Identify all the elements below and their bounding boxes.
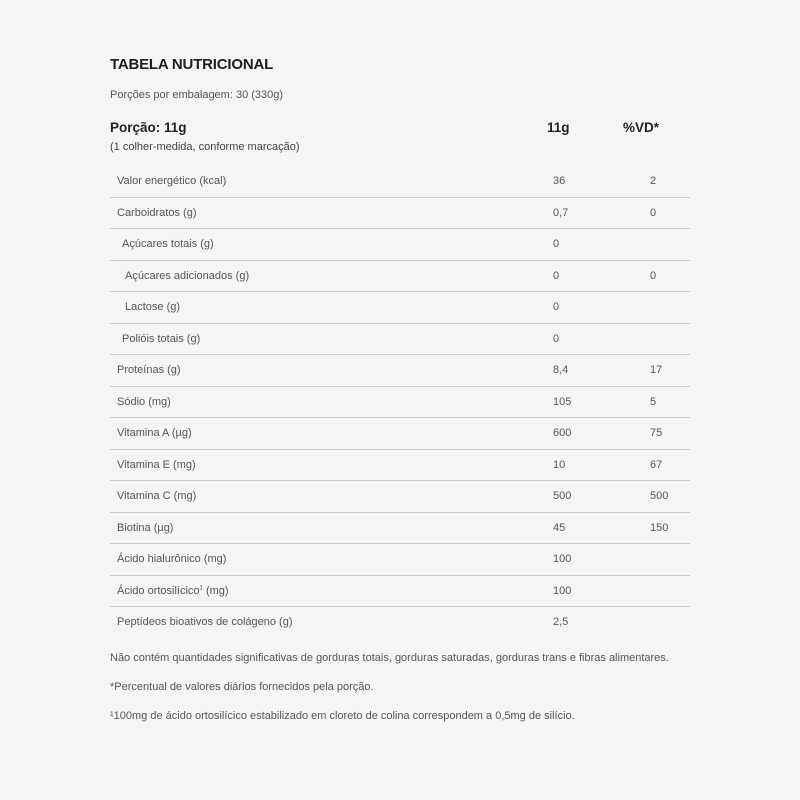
nutrient-daily-value: 500 xyxy=(650,490,669,502)
nutrient-daily-value: 0 xyxy=(650,206,657,219)
nutrient-amount: 100 xyxy=(553,553,572,565)
table-row xyxy=(110,166,690,198)
nutrient-amount: 105 xyxy=(553,395,572,408)
footnote-orthosilicic-acid: ¹100mg de ácido ortosilícico estabilizado em cloreto de colina correspondem a 0,5mg de silício. xyxy=(110,709,575,722)
nutrient-amount: 36 xyxy=(553,175,566,187)
nutrient-amount: 10 xyxy=(553,458,566,471)
nutrient-name: Valor energético (kcal) xyxy=(117,175,227,187)
nutrient-amount: 0 xyxy=(553,301,560,313)
table-row xyxy=(110,418,690,450)
table-row xyxy=(110,324,690,356)
table-row xyxy=(110,229,690,261)
nutrient-amount: 0 xyxy=(553,238,560,250)
nutrient-name: Proteínas (g) xyxy=(117,364,181,376)
column-header-amount: 11g xyxy=(547,120,570,135)
nutrient-daily-value: 17 xyxy=(650,364,663,376)
table-row xyxy=(110,355,690,387)
table-row xyxy=(110,481,690,513)
table-row xyxy=(110,198,690,230)
table-row xyxy=(110,387,690,419)
nutrient-amount: 0,7 xyxy=(553,206,569,219)
table-row xyxy=(110,576,690,608)
footnotes xyxy=(110,651,670,723)
nutrient-amount: 2,5 xyxy=(553,616,569,628)
nutrient-amount: 0 xyxy=(553,269,560,282)
footnote-not-significant: Não contém quantidades significativas de gorduras totais, gorduras saturadas, gorduras trans e fibras alimentares. xyxy=(110,651,669,664)
nutrient-name: Açúcares adicionados (g) xyxy=(125,269,250,282)
nutrient-name: Açúcares totais (g) xyxy=(122,238,214,250)
nutrient-amount: 0 xyxy=(553,332,560,345)
nutrient-daily-value: 67 xyxy=(650,458,663,471)
table-row xyxy=(110,450,690,482)
table-row xyxy=(110,261,690,293)
nutrient-amount: 100 xyxy=(553,584,572,597)
footnote-daily-value: *Percentual de valores diários fornecidos pela porção. xyxy=(110,680,374,693)
nutrient-name: Carboidratos (g) xyxy=(117,206,197,219)
nutrient-amount: 600 xyxy=(553,427,572,439)
nutrient-daily-value: 2 xyxy=(650,175,657,187)
table-row xyxy=(110,544,690,576)
nutrient-name: Peptídeos bioativos de colágeno (g) xyxy=(117,616,293,628)
portion-label: Porção: 11g xyxy=(110,120,187,135)
nutrient-name: Sódio (mg) xyxy=(117,395,171,408)
nutrient-amount: 45 xyxy=(553,521,566,534)
nutrient-name: Ácido ortosilícico$^1$ (mg) xyxy=(117,584,229,597)
nutrient-name: Polióis totais (g) xyxy=(122,332,201,345)
servings-per-package: Porções por embalagem: 30 (330g) xyxy=(110,89,284,101)
nutrient-amount: 8,4 xyxy=(553,364,569,376)
nutrient-name: Biotina (µg) xyxy=(117,521,174,534)
nutrient-daily-value: 5 xyxy=(650,395,657,408)
table-row xyxy=(110,607,690,638)
nutrient-name: Vitamina A (µg) xyxy=(117,427,192,439)
nutrient-name: Vitamina C (mg) xyxy=(117,490,197,502)
column-header-daily-value: %VD* xyxy=(623,120,660,135)
nutrient-amount: 500 xyxy=(553,490,572,502)
nutrient-daily-value: 75 xyxy=(650,427,663,439)
nutrition-table xyxy=(110,55,690,738)
nutrient-name: Vitamina E (mg) xyxy=(117,458,196,471)
table-row xyxy=(110,513,690,545)
table-row xyxy=(110,292,690,324)
portion-note: (1 colher-medida, conforme marcação) xyxy=(110,141,300,153)
nutrient-daily-value: 0 xyxy=(650,269,657,282)
nutrient-rows xyxy=(110,166,690,638)
nutrient-name: Lactose (g) xyxy=(125,301,181,313)
nutrient-daily-value: 150 xyxy=(650,521,669,534)
nutrient-name: Ácido hialurônico (mg) xyxy=(117,553,227,565)
table-header xyxy=(110,120,690,164)
page-title: TABELA NUTRICIONAL xyxy=(110,56,274,73)
